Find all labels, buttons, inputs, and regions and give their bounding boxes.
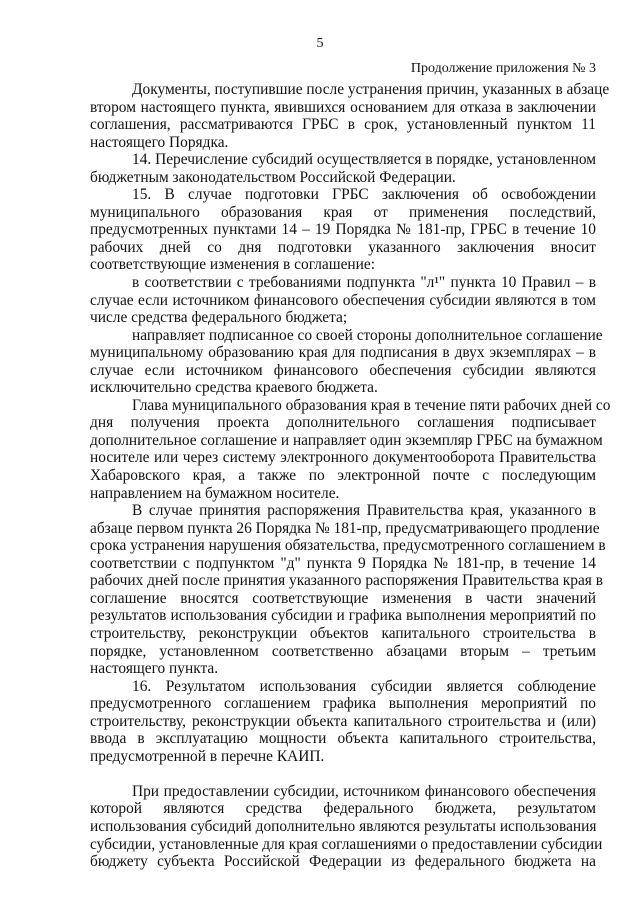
appendix-continuation-note: Продолжение приложения № 3 bbox=[410, 61, 596, 76]
text-line: случае если источником финансового обеспечения субсидии являются bbox=[90, 361, 596, 379]
text-line: числе средства федерального бюджета; bbox=[90, 309, 348, 327]
text-line: муниципальному образованию края для подписания в двух экземплярах – в bbox=[90, 344, 596, 362]
text-line: использования субсидий дополнительно являются результаты использования bbox=[90, 817, 597, 835]
paragraph bbox=[90, 274, 596, 327]
text-line: 16. Результатом использования субсидии является соблюдение bbox=[132, 677, 596, 695]
text-line: результатов использования субсидии и графика выполнения мероприятий по bbox=[90, 607, 596, 625]
text-line: которой являются средства федерального бюджета, результатом bbox=[90, 800, 596, 818]
text-line: субсидии, установленные для края соглашениями о предоставлении субсидии bbox=[90, 835, 603, 853]
text-line: абзаце первом пункта 26 Порядка № 181-пр, предусматривающего продление bbox=[90, 519, 600, 537]
document-body bbox=[90, 81, 611, 871]
text-line: рабочих дней после принятия указанного распоряжения Правительства края в bbox=[90, 572, 603, 590]
text-line: При предоставлении субсидии, источником финансового обеспечения bbox=[132, 782, 596, 800]
paragraph bbox=[90, 81, 610, 151]
text-line: ввода в эксплуатацию мощности объекта капитального строительства, bbox=[90, 730, 596, 748]
text-line: бюджету субъекта Российской Федерации из федерального бюджета на bbox=[90, 853, 596, 871]
text-line: соглашение вносятся соответствующие изменения в части значений bbox=[90, 589, 596, 607]
text-line: направлением на бумажном носителе. bbox=[90, 484, 340, 502]
text-line: 15. В случае подготовки ГРБС заключения об освобождении bbox=[132, 186, 596, 204]
text-line: Документы, поступившие после устранения причин, указанных в абзаце bbox=[132, 81, 610, 98]
text-line: рабочих дней со дня подготовки указанного заключения вносит bbox=[90, 238, 596, 256]
text-line: соглашения, рассматриваются ГРБС в срок, установленный пунктом 11 bbox=[90, 116, 596, 134]
text-line: предусмотренного соглашением графика выполнения мероприятий по bbox=[90, 695, 596, 713]
text-line: порядке, установленном соответственно абзацами вторым – третьим bbox=[90, 642, 596, 660]
paragraph bbox=[90, 782, 603, 871]
text-line: направляет подписанное со своей стороны дополнительное соглашение bbox=[132, 326, 603, 344]
paragraph bbox=[90, 502, 606, 678]
paragraph bbox=[90, 326, 603, 397]
text-line: Хабаровского края, а также по электронной почте с последующим bbox=[90, 467, 596, 485]
text-line: строительству, реконструкции объекта капитального строительства и (или) bbox=[90, 712, 596, 730]
text-line: случае если источником финансового обеспечения субсидии являются в том bbox=[90, 291, 596, 309]
text-line: исключительно средства краевого бюджета. bbox=[90, 379, 378, 397]
text-line: бюджетным законодательством Российской Федерации. bbox=[90, 168, 456, 186]
text-line: строительству, реконструкции объектов капитального строительства в bbox=[90, 624, 596, 642]
text-line: Глава муниципального образования края в течение пяти рабочих дней со bbox=[132, 396, 611, 414]
text-line: предусмотренной в перечне КАИП. bbox=[90, 747, 325, 765]
text-line: настоящего пункта. bbox=[90, 660, 219, 678]
text-line: в соответствии с требованиями подпункта "л¹" пункта 10 Правил – в bbox=[132, 274, 596, 292]
text-line: срока устранения нарушения обязательства, предусмотренного соглашением в bbox=[90, 537, 606, 555]
paragraph bbox=[90, 186, 596, 274]
text-line: втором настоящего пункта, явившихся основанием для отказа в заключении bbox=[90, 98, 596, 116]
text-line: дополнительное соглашение и направляет один экземпляр ГРБС на бумажном bbox=[90, 431, 603, 449]
text-line: дня получения проекта дополнительного соглашения подписывает bbox=[90, 414, 596, 432]
text-line: предусмотренных пунктами 14 – 19 Порядка № 181-пр, ГРБС в течение 10 bbox=[90, 221, 596, 239]
text-line: соответствующие изменения в соглашение: bbox=[90, 256, 376, 274]
text-line: муниципального образования края от применения последствий, bbox=[90, 203, 596, 221]
page-number: 5 bbox=[316, 36, 324, 51]
paragraph bbox=[90, 678, 596, 766]
text-line: носителе или через систему электронного документооборота Правительства bbox=[90, 449, 596, 467]
paragraph bbox=[90, 396, 611, 502]
paragraph-spacer bbox=[90, 765, 596, 783]
paragraph bbox=[90, 151, 596, 186]
text-line: соответствии с подпунктом "д" пункта 9 Порядка № 181-пр, в течение 14 bbox=[90, 554, 596, 572]
text-line: настоящего Порядка. bbox=[90, 133, 229, 151]
text-line: В случае принятия распоряжения Правительства края, указанного в bbox=[132, 502, 596, 520]
text-line: 14. Перечисление субсидий осуществляется в порядке, установленном bbox=[132, 151, 596, 169]
